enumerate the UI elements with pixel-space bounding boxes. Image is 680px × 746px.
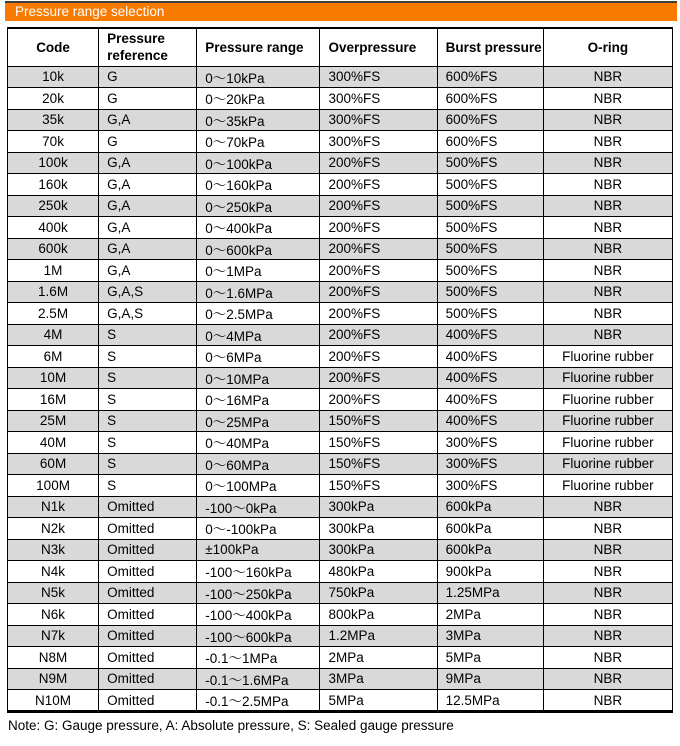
cell-overpressure: 200%FS (320, 174, 437, 196)
cell-oring: NBR (543, 582, 672, 604)
cell-burst: 400%FS (437, 367, 543, 389)
cell-oring: NBR (543, 217, 672, 239)
table-row (8, 109, 673, 131)
cell-oring: NBR (543, 303, 672, 325)
cell-oring: NBR (543, 174, 672, 196)
cell-oring: NBR (543, 539, 672, 561)
cell-code: 160k (8, 174, 99, 196)
cell-range: 0～4MPa (197, 324, 320, 346)
cell-burst: 500%FS (437, 174, 543, 196)
cell-range: -0.1～1MPa (197, 647, 320, 669)
cell-overpressure: 5MPa (320, 690, 437, 712)
cell-reference: Omitted (99, 561, 197, 583)
cell-code: 600k (8, 238, 99, 260)
table-row (8, 475, 673, 497)
cell-oring: NBR (543, 152, 672, 174)
cell-code: 100M (8, 475, 99, 497)
table-row (8, 496, 673, 518)
cell-code: N8M (8, 647, 99, 669)
cell-oring: NBR (543, 195, 672, 217)
cell-burst: 500%FS (437, 217, 543, 239)
cell-burst: 400%FS (437, 389, 543, 411)
cell-oring: NBR (543, 690, 672, 712)
cell-burst: 500%FS (437, 152, 543, 174)
cell-range: 0～600kPa (197, 238, 320, 260)
cell-reference: G,A (99, 195, 197, 217)
table-row (8, 281, 673, 303)
cell-oring: NBR (543, 668, 672, 690)
column-header-code: Code (8, 28, 99, 66)
cell-oring: Fluorine rubber (543, 453, 672, 475)
column-header-oring: O-ring (543, 28, 672, 66)
cell-oring: NBR (543, 604, 672, 626)
cell-burst: 600%FS (437, 88, 543, 110)
cell-oring: NBR (543, 561, 672, 583)
cell-oring: Fluorine rubber (543, 389, 672, 411)
cell-code: 250k (8, 195, 99, 217)
cell-range: -100～160kPa (197, 561, 320, 583)
cell-code: 1.6M (8, 281, 99, 303)
cell-range: 0～35kPa (197, 109, 320, 131)
table-row (8, 195, 673, 217)
cell-oring: NBR (543, 324, 672, 346)
table-row (8, 690, 673, 712)
cell-reference: G (99, 88, 197, 110)
cell-reference: Omitted (99, 496, 197, 518)
cell-overpressure: 300%FS (320, 109, 437, 131)
cell-burst: 300%FS (437, 432, 543, 454)
table-row (8, 518, 673, 540)
cell-oring: NBR (543, 518, 672, 540)
cell-code: N3k (8, 539, 99, 561)
cell-burst: 2MPa (437, 604, 543, 626)
cell-burst: 600kPa (437, 518, 543, 540)
cell-reference: Omitted (99, 668, 197, 690)
cell-oring: NBR (543, 281, 672, 303)
cell-code: N2k (8, 518, 99, 540)
cell-reference: S (99, 475, 197, 497)
cell-overpressure: 200%FS (320, 346, 437, 368)
cell-overpressure: 150%FS (320, 432, 437, 454)
cell-range: 0～2.5MPa (197, 303, 320, 325)
cell-burst: 500%FS (437, 238, 543, 260)
cell-reference: S (99, 432, 197, 454)
cell-reference: G,A (99, 109, 197, 131)
cell-overpressure: 150%FS (320, 453, 437, 475)
table-body (8, 66, 673, 712)
cell-burst: 600%FS (437, 66, 543, 88)
cell-burst: 600%FS (437, 131, 543, 153)
cell-range: 0～400kPa (197, 217, 320, 239)
table-row (8, 367, 673, 389)
cell-overpressure: 150%FS (320, 475, 437, 497)
cell-burst: 400%FS (437, 410, 543, 432)
cell-reference: Omitted (99, 690, 197, 712)
cell-reference: G,A (99, 152, 197, 174)
section-title: Pressure range selection (15, 4, 165, 19)
cell-code: N6k (8, 604, 99, 626)
cell-reference: G,A (99, 260, 197, 282)
cell-oring: NBR (543, 66, 672, 88)
cell-oring: NBR (543, 131, 672, 153)
cell-code: 70k (8, 131, 99, 153)
cell-burst: 900kPa (437, 561, 543, 583)
cell-code: 100k (8, 152, 99, 174)
cell-burst: 600%FS (437, 109, 543, 131)
table-row (8, 410, 673, 432)
cell-range: 0～60MPa (197, 453, 320, 475)
cell-reference: S (99, 389, 197, 411)
cell-burst: 3MPa (437, 625, 543, 647)
cell-reference: S (99, 346, 197, 368)
cell-code: 25M (8, 410, 99, 432)
table-row (8, 260, 673, 282)
cell-code: 400k (8, 217, 99, 239)
cell-oring: NBR (543, 238, 672, 260)
cell-range: -100～600kPa (197, 625, 320, 647)
cell-oring: Fluorine rubber (543, 432, 672, 454)
cell-range: 0～160kPa (197, 174, 320, 196)
cell-reference: Omitted (99, 647, 197, 669)
cell-oring: NBR (543, 260, 672, 282)
table-row (8, 152, 673, 174)
cell-range: 0～20kPa (197, 88, 320, 110)
cell-burst: 9MPa (437, 668, 543, 690)
pressure-range-table (7, 27, 673, 713)
cell-range: 0～25MPa (197, 410, 320, 432)
cell-reference: Omitted (99, 604, 197, 626)
cell-overpressure: 750kPa (320, 582, 437, 604)
cell-oring: NBR (543, 496, 672, 518)
cell-oring: NBR (543, 109, 672, 131)
cell-reference: S (99, 453, 197, 475)
cell-range: 0～6MPa (197, 346, 320, 368)
cell-overpressure: 300%FS (320, 66, 437, 88)
cell-burst: 500%FS (437, 281, 543, 303)
cell-range: 0～40MPa (197, 432, 320, 454)
cell-code: 10k (8, 66, 99, 88)
cell-range: 0～16MPa (197, 389, 320, 411)
cell-oring: Fluorine rubber (543, 346, 672, 368)
cell-code: 10M (8, 367, 99, 389)
cell-reference: S (99, 324, 197, 346)
table-row (8, 131, 673, 153)
table-row (8, 238, 673, 260)
cell-code: 4M (8, 324, 99, 346)
table-row (8, 647, 673, 669)
cell-reference: G,A (99, 217, 197, 239)
cell-burst: 500%FS (437, 303, 543, 325)
cell-range: -0.1～1.6MPa (197, 668, 320, 690)
cell-overpressure: 200%FS (320, 324, 437, 346)
cell-burst: 500%FS (437, 195, 543, 217)
table-row (8, 582, 673, 604)
table-row (8, 217, 673, 239)
cell-burst: 300%FS (437, 453, 543, 475)
column-header-overpressure: Overpressure (320, 28, 437, 66)
cell-overpressure: 300%FS (320, 131, 437, 153)
cell-range: 0～10kPa (197, 66, 320, 88)
cell-overpressure: 150%FS (320, 410, 437, 432)
cell-range: 0～250kPa (197, 195, 320, 217)
cell-oring: Fluorine rubber (543, 367, 672, 389)
cell-range: 0～100MPa (197, 475, 320, 497)
cell-overpressure: 200%FS (320, 217, 437, 239)
table-row (8, 625, 673, 647)
cell-range: 0～-100kPa (197, 518, 320, 540)
cell-code: N10M (8, 690, 99, 712)
cell-overpressure: 300kPa (320, 539, 437, 561)
table-row (8, 66, 673, 88)
cell-range: 0～1MPa (197, 260, 320, 282)
cell-range: -100～0kPa (197, 496, 320, 518)
table-row (8, 604, 673, 626)
cell-burst: 600kPa (437, 496, 543, 518)
table-row (8, 432, 673, 454)
cell-burst: 12.5MPa (437, 690, 543, 712)
table-row (8, 389, 673, 411)
cell-range: 0～100kPa (197, 152, 320, 174)
footnote-text: Note: G: Gauge pressure, A: Absolute pressure, S: Sealed gauge pressure (8, 718, 454, 733)
cell-reference: G (99, 131, 197, 153)
cell-overpressure: 300kPa (320, 518, 437, 540)
cell-code: N5k (8, 582, 99, 604)
cell-code: 60M (8, 453, 99, 475)
cell-reference: G,A,S (99, 303, 197, 325)
cell-code: 6M (8, 346, 99, 368)
cell-range: -100～250kPa (197, 582, 320, 604)
table-row (8, 324, 673, 346)
cell-code: N7k (8, 625, 99, 647)
cell-burst: 400%FS (437, 324, 543, 346)
cell-code: N1k (8, 496, 99, 518)
section-title-bar (5, 1, 677, 21)
cell-range: 0～70kPa (197, 131, 320, 153)
cell-burst: 500%FS (437, 260, 543, 282)
cell-burst: 400%FS (437, 346, 543, 368)
cell-overpressure: 2MPa (320, 647, 437, 669)
cell-reference: S (99, 410, 197, 432)
cell-reference: G,A,S (99, 281, 197, 303)
cell-code: N4k (8, 561, 99, 583)
column-header-burst: Burst pressure (437, 28, 543, 66)
cell-overpressure: 200%FS (320, 195, 437, 217)
cell-oring: NBR (543, 88, 672, 110)
cell-overpressure: 200%FS (320, 152, 437, 174)
cell-overpressure: 300kPa (320, 496, 437, 518)
table-row (8, 539, 673, 561)
cell-range: -0.1～2.5MPa (197, 690, 320, 712)
cell-oring: NBR (543, 625, 672, 647)
cell-reference: Omitted (99, 582, 197, 604)
cell-code: 16M (8, 389, 99, 411)
cell-overpressure: 200%FS (320, 303, 437, 325)
cell-reference: S (99, 367, 197, 389)
table-row (8, 453, 673, 475)
cell-oring: Fluorine rubber (543, 410, 672, 432)
table-row (8, 346, 673, 368)
cell-range: 0～1.6MPa (197, 281, 320, 303)
table-row (8, 88, 673, 110)
cell-reference: G,A (99, 238, 197, 260)
cell-reference: G,A (99, 174, 197, 196)
cell-overpressure: 200%FS (320, 281, 437, 303)
cell-reference: G (99, 66, 197, 88)
cell-code: 40M (8, 432, 99, 454)
cell-range: 0～10MPa (197, 367, 320, 389)
cell-overpressure: 300%FS (320, 88, 437, 110)
column-header-reference: Pressure reference (99, 28, 197, 66)
cell-burst: 600kPa (437, 539, 543, 561)
cell-overpressure: 200%FS (320, 260, 437, 282)
cell-overpressure: 3MPa (320, 668, 437, 690)
cell-code: 2.5M (8, 303, 99, 325)
cell-overpressure: 200%FS (320, 389, 437, 411)
table-row (8, 561, 673, 583)
cell-code: 1M (8, 260, 99, 282)
cell-overpressure: 200%FS (320, 367, 437, 389)
cell-burst: 300%FS (437, 475, 543, 497)
cell-overpressure: 800kPa (320, 604, 437, 626)
cell-burst: 5MPa (437, 647, 543, 669)
table-row (8, 174, 673, 196)
cell-code: 20k (8, 88, 99, 110)
cell-reference: Omitted (99, 625, 197, 647)
cell-overpressure: 480kPa (320, 561, 437, 583)
cell-range: ±100kPa (197, 539, 320, 561)
cell-burst: 1.25MPa (437, 582, 543, 604)
cell-oring: Fluorine rubber (543, 475, 672, 497)
table-header-row (8, 28, 673, 66)
table-row (8, 668, 673, 690)
cell-code: N9M (8, 668, 99, 690)
cell-range: -100～400kPa (197, 604, 320, 626)
cell-overpressure: 200%FS (320, 238, 437, 260)
table-row (8, 303, 673, 325)
cell-reference: Omitted (99, 518, 197, 540)
cell-overpressure: 1.2MPa (320, 625, 437, 647)
cell-reference: Omitted (99, 539, 197, 561)
column-header-range: Pressure range (197, 28, 320, 66)
cell-code: 35k (8, 109, 99, 131)
cell-oring: NBR (543, 647, 672, 669)
